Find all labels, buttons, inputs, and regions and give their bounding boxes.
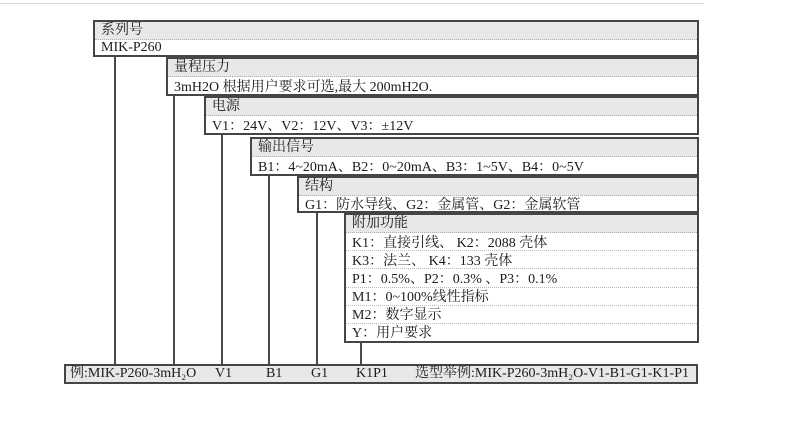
example-code-addons: K1P1 <box>356 366 388 381</box>
box-addons-row: M2：数字显示 <box>346 305 697 323</box>
box-structure <box>297 176 699 213</box>
box-power <box>204 96 699 135</box>
box-addons-row: K3：法兰、 K4：133 壳体 <box>346 250 697 268</box>
box-power-row: V1：24V、V2：12V、V3：±12V <box>206 116 697 133</box>
box-range-header: 量程压力 <box>168 59 697 77</box>
connector-line-addons <box>360 343 362 365</box>
box-addons-row: M1：0~100%线性指标 <box>346 287 697 305</box>
box-addons-header: 附加功能 <box>346 215 697 233</box>
box-output-row: B1：4~20mA、B2：0~20mA、B3：1~5V、B4：0~5V <box>252 157 697 174</box>
page-top-rule <box>0 3 704 4</box>
box-range-row: 3mH2O 根据用户要求可选,最大 200mH2O. <box>168 77 697 94</box>
box-range <box>166 57 699 96</box>
connector-line-power <box>221 135 223 365</box>
example-code-structure: G1 <box>311 366 329 381</box>
example-label: 例:MIK-P260-3mH₂O <box>70 366 197 381</box>
box-series-row: MIK-P260 <box>95 40 697 55</box>
example-code-output: B1 <box>266 366 283 381</box>
ordering-example-bar <box>64 364 698 384</box>
box-addons-row: P1：0.5%、P2：0.3% 、P3：0.1% <box>346 268 697 286</box>
box-structure-header: 结构 <box>299 178 697 196</box>
selection-example: 选型举例:MIK-P260-3mH₂O-V1-B1-G1-K1-P1 <box>415 366 689 381</box>
box-series-header: 系列号 <box>95 22 697 40</box>
connector-line-output <box>268 176 270 365</box>
connector-line-structure <box>316 213 318 365</box>
connector-line-range <box>173 96 175 365</box>
connector-line-series <box>114 57 116 365</box>
box-structure-row: G1：防水导线、G2：金属管、G2：金属软管 <box>299 196 697 211</box>
box-addons-row: K1：直接引线、 K2：2088 壳体 <box>346 233 697 250</box>
box-output-header: 输出信号 <box>252 139 697 157</box>
box-addons-row: Y：用户要求 <box>346 323 697 341</box>
box-output <box>250 137 699 176</box>
box-addons <box>344 213 699 343</box>
example-code-power: V1 <box>215 366 233 381</box>
box-series <box>93 20 699 57</box>
box-power-header: 电源 <box>206 98 697 116</box>
